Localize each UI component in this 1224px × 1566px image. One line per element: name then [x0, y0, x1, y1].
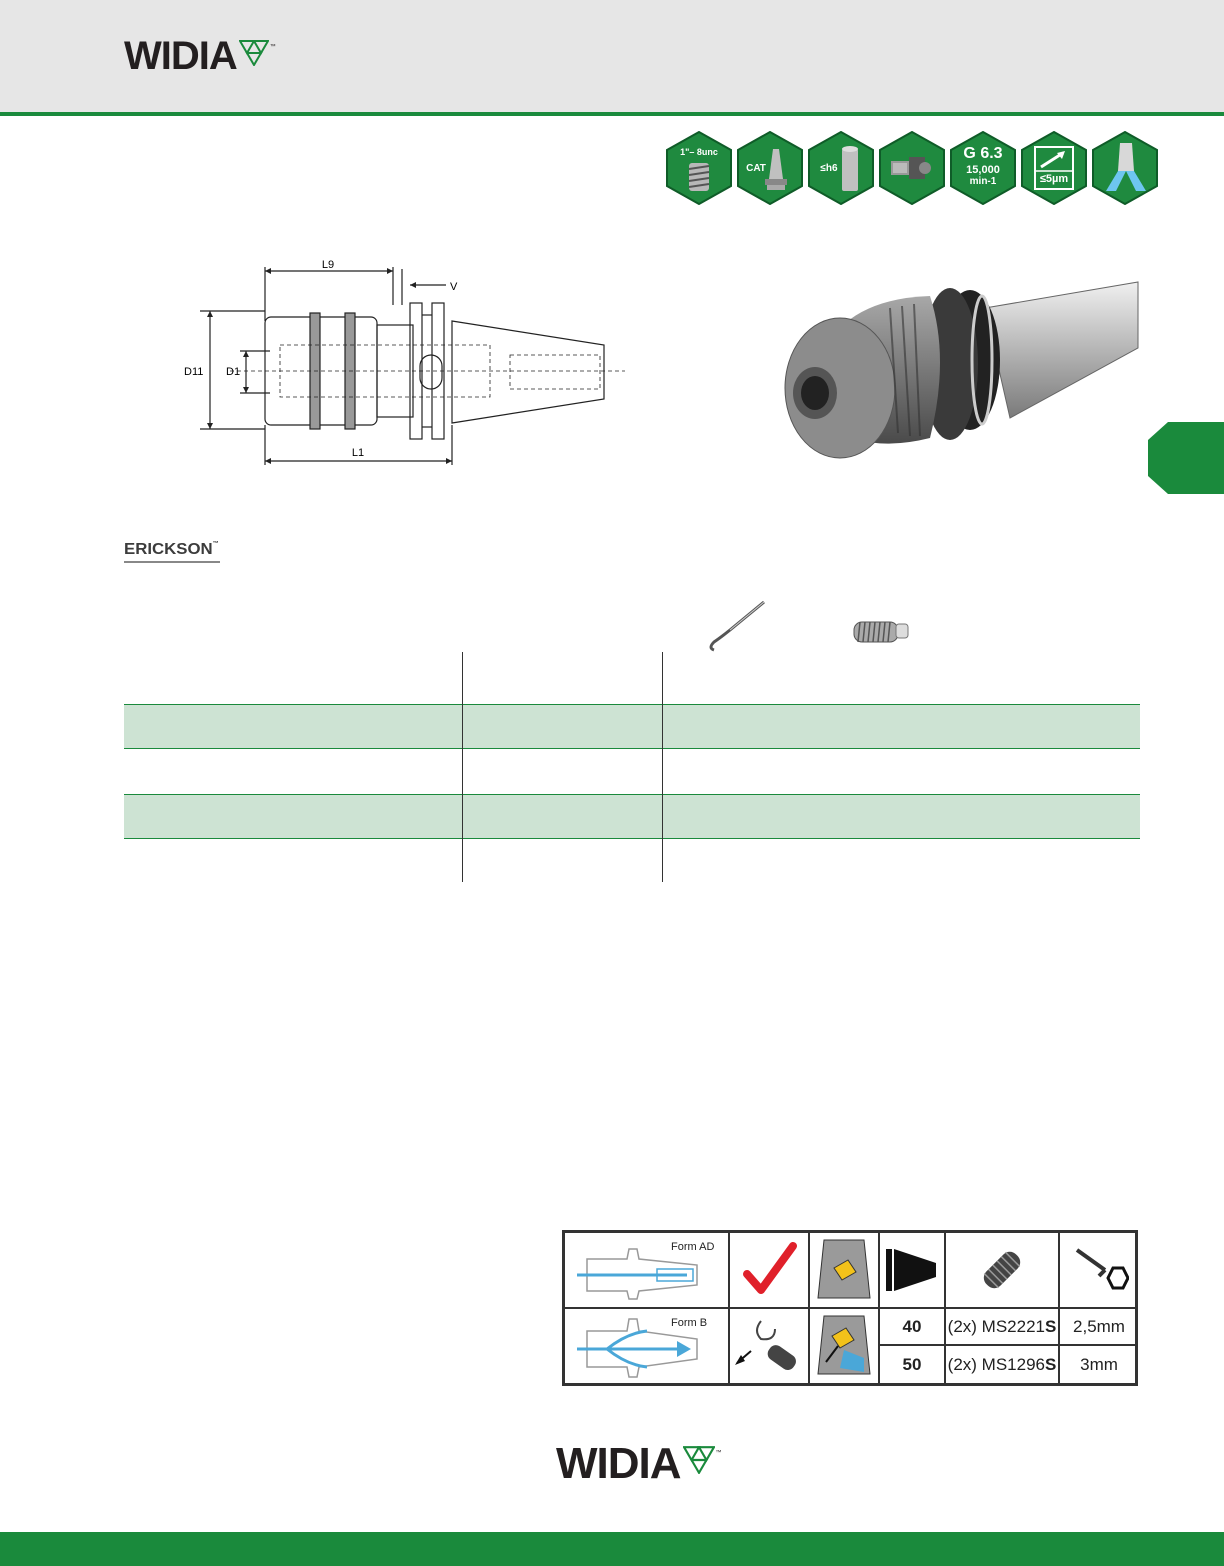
insert-coolant-cell [810, 1309, 880, 1383]
key-cell [1060, 1233, 1138, 1309]
coolant-form-legend [562, 1230, 1138, 1386]
insert-cell [810, 1233, 880, 1309]
product-photo [770, 268, 1150, 468]
technical-drawing [170, 255, 640, 470]
dimension-table [124, 652, 1140, 882]
balance-grade: G 6.3 [963, 145, 1003, 162]
footer-trademark: ™ [715, 1450, 722, 1456]
hook-wrench-icon [711, 602, 764, 650]
screw-50-cell [946, 1346, 1060, 1383]
balance-icon [950, 131, 1016, 205]
erickson-logo [124, 541, 219, 559]
footer-widia-logo [556, 1439, 722, 1488]
footer-bar [0, 1532, 1224, 1566]
thread-label: 1"– 8unc [680, 147, 718, 157]
dim-l9-label: L9 [321, 259, 335, 271]
balance-rpm: 15,000 [966, 164, 1000, 176]
footer-brand-text: WIDIA [556, 1439, 681, 1488]
balance-unit: min-1 [969, 176, 997, 187]
set-screw-icon [854, 622, 908, 642]
key-40: 2,5mm [1073, 1316, 1125, 1336]
remove-screw-icon [731, 1311, 807, 1381]
screw-40-suffix: S [1044, 1316, 1057, 1336]
key-50-cell [1060, 1346, 1138, 1383]
section-tab [1148, 422, 1224, 494]
brand-text: WIDIA [124, 34, 237, 78]
erickson-trademark: ™ [212, 541, 219, 547]
taper-cell [880, 1233, 946, 1309]
dim-d11-label: D11 [184, 366, 204, 378]
screw-cell [946, 1233, 1060, 1309]
dim-l1-label: L1 [351, 447, 365, 459]
size-50: 50 [902, 1354, 922, 1374]
accessory-icons [704, 598, 924, 654]
size-50-cell [880, 1346, 946, 1383]
widia-triangles-icon [683, 1446, 715, 1474]
hex-key-icon [1069, 1240, 1129, 1300]
screw-40-cell [946, 1309, 1060, 1346]
conversion-cell [730, 1309, 810, 1383]
widia-logo [124, 36, 276, 76]
insert-pocket-icon [814, 1238, 874, 1302]
set-screw-icon [967, 1240, 1037, 1300]
key-50: 3mm [1080, 1354, 1118, 1374]
taper-size-icon [884, 1245, 940, 1295]
screw-40-prefix: (2x) MS2221 [947, 1316, 1045, 1336]
erickson-text: ERICKSON [124, 541, 213, 558]
checkmark-icon [739, 1240, 799, 1300]
screw-50-suffix: S [1044, 1354, 1057, 1374]
size-40-cell [880, 1309, 946, 1346]
checkmark-cell [730, 1233, 810, 1309]
widia-triangles-icon [239, 40, 269, 66]
screw-50-prefix: (2x) MS1296 [947, 1354, 1045, 1374]
cat-taper-icon [737, 131, 803, 205]
size-40: 40 [902, 1316, 922, 1336]
cat-label: CAT [746, 163, 766, 174]
form-ad-label: Form AD [671, 1241, 715, 1253]
runout-label: ≤5µm [1039, 173, 1069, 185]
table-row [124, 749, 1140, 794]
insert-coolant-icon [814, 1314, 874, 1378]
shank-label: ≤h6 [820, 163, 838, 174]
dim-v-label: V [450, 281, 458, 293]
shank-tolerance-icon [808, 131, 874, 205]
table-row [124, 794, 1140, 839]
runout-icon [1021, 131, 1087, 205]
coolant-connector-icon [879, 131, 945, 205]
form-b-label: Form B [671, 1317, 708, 1329]
dim-d1-label: D1 [226, 366, 241, 378]
feature-icons [666, 131, 1158, 205]
column-divider [662, 652, 663, 882]
trademark: ™ [269, 44, 276, 50]
column-divider [462, 652, 463, 882]
table-row [124, 839, 1140, 884]
table-row [124, 704, 1140, 749]
coolant-spray-icon [1092, 131, 1158, 205]
key-40-cell [1060, 1309, 1138, 1346]
